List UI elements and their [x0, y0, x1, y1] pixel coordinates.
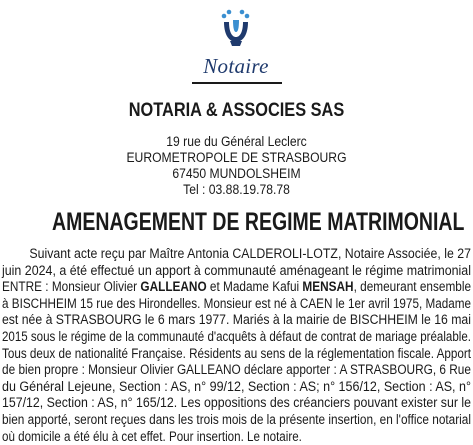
notice-line: Suivant acte reçu par Maître Antonia CALDEROLI-LOTZ, Notaire Associée, le 27	[29, 246, 471, 261]
notice-line: est née à STRASBOURG le 6 mars 1977. Mariés à la mairie de BISCHHEIM le 16 mai	[2, 312, 471, 328]
firm-name: NOTARIA & ASSOCIES SAS	[128, 100, 345, 121]
firm-address-line-2: EUROMETROPOLE DE STRASBOURG	[126, 150, 347, 165]
notice-line: 157/12, Section : AS, n° 165/12. Les oppositions des créanciers pouvant exister sur le	[2, 395, 471, 411]
notice-line: Tous deux de nationalité Française. Résidents au sens de la réglementation fiscale. Apport	[2, 345, 472, 361]
notice-body	[2, 246, 471, 445]
firm-address-line-3: 67450 MUNDOLSHEIM	[172, 166, 301, 181]
notaire-logo	[190, 8, 282, 78]
notaire-logo-text: Notaire	[203, 54, 269, 78]
header-divider	[192, 82, 282, 84]
notaire-emblem-icon	[216, 8, 256, 48]
firm-phone: Tel : 03.88.19.78.78	[183, 182, 290, 197]
notice-line: 2015 sous le régime de la communauté d'acquêts à défaut de contrat de mariage préalable.	[2, 328, 471, 344]
wife-surname: MENSAH	[302, 279, 354, 295]
firm-address-line-1: 19 rue du Général Leclerc	[166, 134, 307, 149]
notice-line: du Général Lejeune, Section : AS, n° 99/12, Section : AS; n° 156/12, Section : AS, n°	[2, 378, 471, 394]
notice-line: de bien propre : Monsieur Olivier GALLEANO déclare apporter : A STRASBOURG, 6 Rue	[2, 362, 471, 378]
notice-line: bien apporté, seront reçues dans les trois mois de la présente insertion, en l'office notarial	[2, 411, 472, 427]
firm-block	[0, 100, 473, 198]
notice-line: où domicile a été élu à cet effet. Pour insertion. Le notaire.	[2, 428, 302, 444]
notice-line: ENTRE : Monsieur Olivier GALLEANO et Madame Kafui MENSAH, demeurant ensemble	[2, 279, 472, 295]
notice-line: à BISCHHEIM 15 rue des Hirondelles. Monsieur est né à CAEN le 1er avril 1975, Madame	[2, 295, 471, 311]
husband-surname: GALLEANO	[140, 279, 207, 295]
notice-line: juin 2024, a été effectué un apport à communauté aménageant le régime matrimonial	[2, 262, 471, 278]
notice-title: AMENAGEMENT DE REGIME MATRIMONIAL	[52, 208, 465, 236]
